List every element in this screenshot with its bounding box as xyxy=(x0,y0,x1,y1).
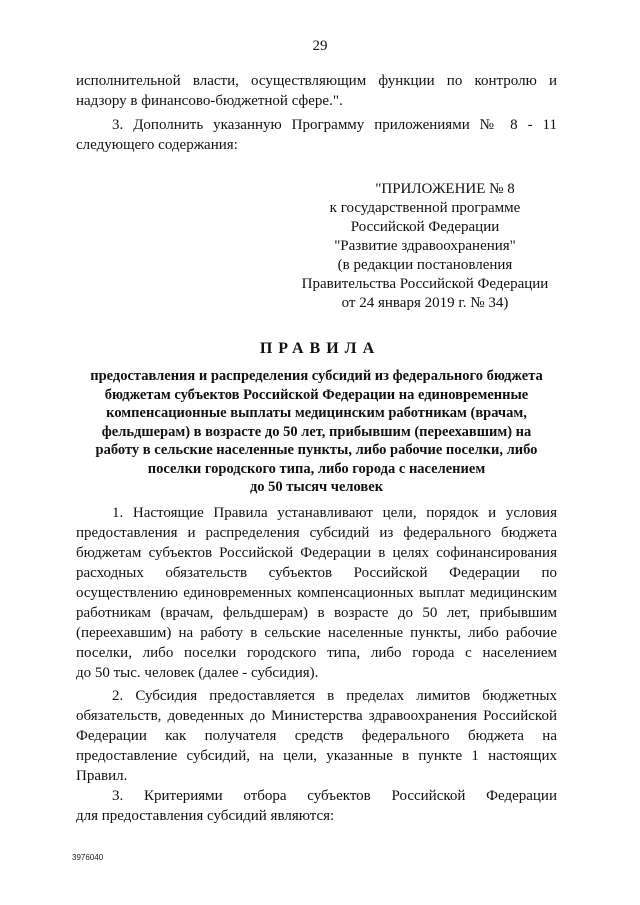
appendix-line: Российской Федерации xyxy=(350,219,500,235)
paragraph-line: предоставления и распределения субсидий из федерального бюджета xyxy=(76,525,557,541)
appendix-line: от 24 января 2019 г. № 34) xyxy=(341,295,509,311)
subtitle-line: работу в сельские населенные пункты, либо рабочие поселки, либо xyxy=(95,442,538,458)
paragraph-line: поселки, либо поселки городского типа, либо города с населением xyxy=(76,645,557,661)
paragraph-3 xyxy=(76,786,557,826)
appendix-header xyxy=(290,180,560,313)
appendix-line: к государственной программе xyxy=(329,200,521,216)
paragraph-line: до 50 тыс. человек (далее - субсидия). xyxy=(76,665,319,681)
paragraph-line: осуществлению единовременных компенсационных выплат медицинским xyxy=(76,585,557,601)
intro-line: надзору в финансово-бюджетной сфере.". xyxy=(76,93,343,109)
intro-block xyxy=(76,71,557,155)
paragraph-line: расходных обязательств субъектов Российской Федерации по xyxy=(76,565,557,581)
item3-line: следующего содержания: xyxy=(76,137,238,153)
rules-title: ПРАВИЛА xyxy=(259,340,381,357)
paragraph-line: 2. Субсидия предоставляется в пределах лимитов бюджетных xyxy=(112,688,557,704)
paragraph-line: обязательств, доведенных до Министерства здравоохранения Российской xyxy=(76,708,557,724)
appendix-line: "Развитие здравоохранения" xyxy=(334,238,516,254)
subtitle-line: поселки городского типа, либо города с населением xyxy=(147,460,486,477)
paragraph-line: работникам (врачам, фельдшерам) в возрасте до 50 лет, прибывшим xyxy=(76,605,557,621)
paragraph-line: для предоставления субсидий являются: xyxy=(76,808,335,824)
document-code: 3976040 xyxy=(72,853,104,862)
page-number: 29 xyxy=(312,38,328,54)
appendix-line: (в редакции постановления xyxy=(337,257,513,273)
rules-subtitle xyxy=(76,367,557,497)
subtitle-line: фельдшерам) в возрасте до 50 лет, прибывшим (переехавшим) на xyxy=(101,423,532,440)
paragraph-line: бюджетам субъектов Российской Федерации в целях софинансирования xyxy=(76,545,557,561)
paragraph-1 xyxy=(76,503,557,683)
subtitle-line: бюджетам субъектов Российской Федерации на единовременные xyxy=(104,386,529,403)
paragraph-line: Правил. xyxy=(76,768,128,784)
subtitle-line: предоставления и распределения субсидий из федерального бюджета xyxy=(90,368,543,384)
paragraph-line: Федерации как получателя средств федерального бюджета на xyxy=(76,728,557,744)
subtitle-line: компенсационные выплаты медицинским работникам (врачам, xyxy=(106,405,527,421)
subtitle-line: до 50 тысяч человек xyxy=(249,479,384,495)
paragraph-line: 3. Критериями отбора субъектов Российской Федерации xyxy=(112,788,557,804)
appendix-title: "ПРИЛОЖЕНИЕ № 8 xyxy=(375,181,515,197)
paragraph-line: (переехавшим) на работу в сельские населенные пункты, либо рабочие xyxy=(76,625,557,641)
paragraph-line: предоставление субсидий, на цели, указанные в пункте 1 настоящих xyxy=(76,748,557,764)
appendix-line: Правительства Российской Федерации xyxy=(301,276,549,292)
paragraph-2 xyxy=(76,686,557,786)
item3-line: 3. Дополнить указанную Программу приложениями № 8 - 11 xyxy=(112,117,557,133)
paragraph-line: 1. Настоящие Правила устанавливают цели, порядок и условия xyxy=(112,505,557,521)
intro-line: исполнительной власти, осуществляющим функции по контролю и xyxy=(76,73,557,89)
